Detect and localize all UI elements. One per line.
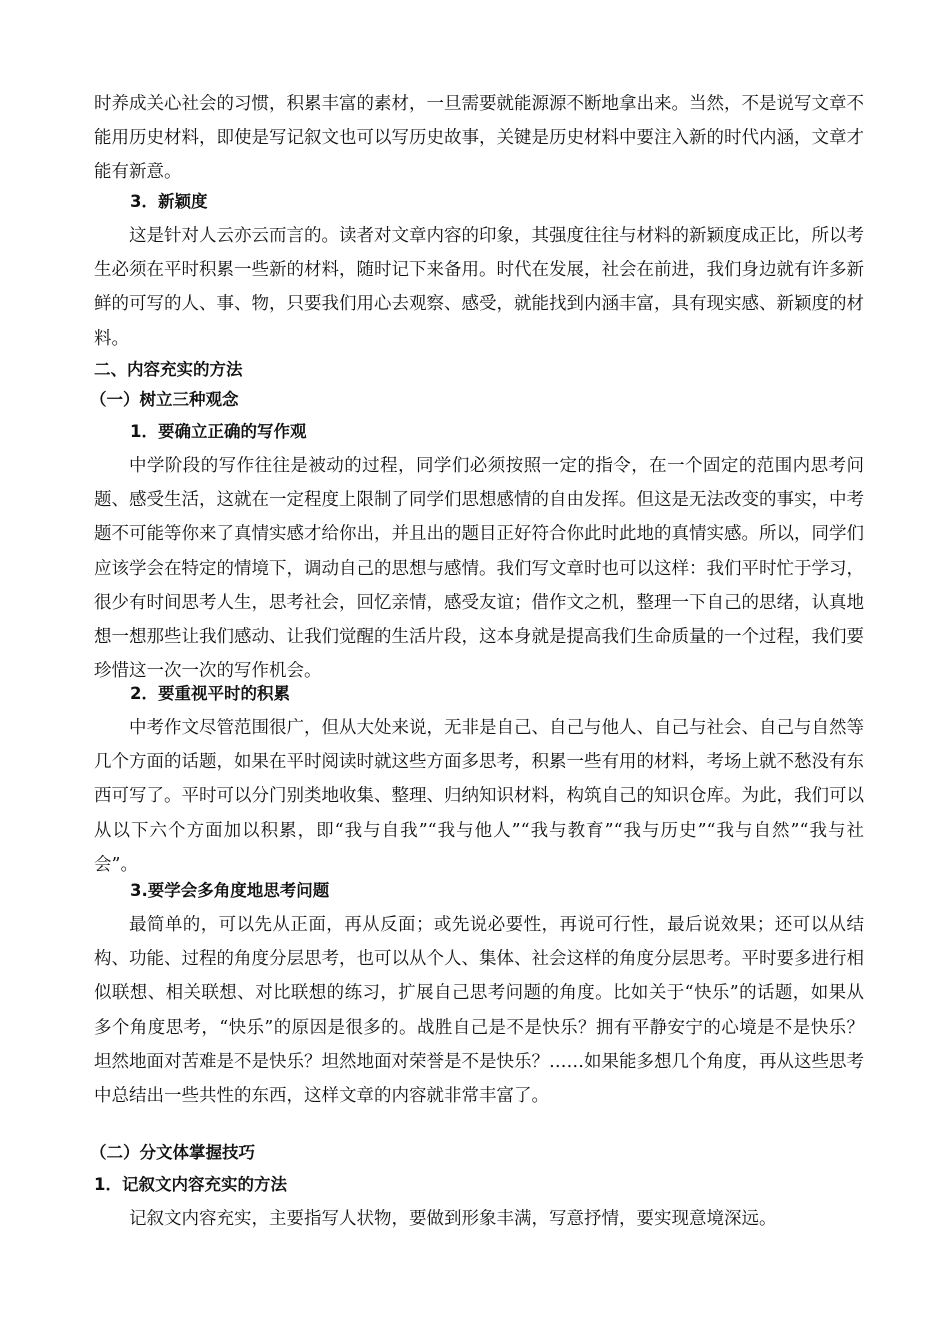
paragraph-accumulation: 中考作文尽管范围很广，但从大处来说，无非是自己、自己与他人、自己与社会、自己与自然等几个方面的话题，如果在平时阅读时就这些方面多思考，积累一些有用的材料，考场上就不愁没有东西可写了。平时可以分门别类地收集、整理、归纳知识材料，构筑自己的知识仓库。为此，我们可以从以下六个方面加以积累，即“我与自我”“我与他人”“我与教育”“我与历史”“我与自然”“我与社会”。 xyxy=(94,718,864,875)
paragraph-novelty: 这是针对人云亦云而言的。读者对文章内容的印象，其强度往往与材料的新颖度成正比，所以考生必须在平时积累一些新的材料，随时记下来备用。时代在发展，社会在前进，我们身边就有许多新鲜的可写的人、事、物，只要我们用心去观察、感受，就能找到内涵丰富，具有现实感、新颖度的材料。 xyxy=(94,226,864,349)
paragraph-writing-view: 中学阶段的写作往往是被动的过程，同学们必须按照一定的指令，在一个固定的范围内思考问题、感受生活，这就在一定程度上限制了同学们思想感情的自由发挥。但这是无法改变的事实，中考题不可能等你来了真情实感才给你出，并且出的题目正好符合你此时此地的真情实感。所以，同学们应该学会在特定的情境下，调动自己的思想与感情。我们写文章时也可以这样：我们平时忙于学习，很少有时间思考人生，思考社会，回忆亲情，感受友谊；借作文之机，整理一下自己的思绪，认真地想一想那些让我们感动、让我们觉醒的生活片段，这本身就是提高我们生命质量的一个过程，我们要珍惜这一次一次的写作机会。 xyxy=(94,456,864,682)
heading-three-concepts: （一）树立三种观念 xyxy=(90,390,239,409)
heading-accumulation: 2．要重视平时的积累 xyxy=(130,684,290,703)
heading-writing-view: 1．要确立正确的写作观 xyxy=(130,422,307,441)
paragraph-materials-history: 时养成关心社会的习惯，积累丰富的素材，一旦需要就能源源不断地拿出来。当然，不是说写文章不能用历史材料，即使是写记叙文也可以写历史故事，关键是历史材料中要注入新的时代内涵，文章才能有新意。 xyxy=(94,94,864,183)
heading-genre-skills: （二）分文体掌握技巧 xyxy=(90,1143,255,1162)
heading-section-two: 二、内容充实的方法 xyxy=(94,360,243,379)
paragraph-narrative-method: 记叙文内容充实，主要指写人状物，要做到形象丰满，写意抒情，要实现意境深远。 xyxy=(129,1209,777,1229)
heading-novelty: 3．新颖度 xyxy=(130,192,208,211)
heading-multi-angle: 3.要学会多角度地思考问题 xyxy=(130,881,330,900)
heading-narrative-method: 1．记叙文内容充实的方法 xyxy=(94,1175,287,1194)
paragraph-multi-angle: 最简单的，可以先从正面，再从反面；或先说必要性，再说可行性，最后说效果；还可以从结构、功能、过程的角度分层思考，也可以从个人、集体、社会这样的角度分层思考。平时要多进行相似联想、相关联想、对比联想的练习，扩展自己思考问题的角度。比如关于“快乐”的话题，如果从多个角度思考，“快乐”的原因是很多的。战胜自己是不是快乐？拥有平静安宁的心境是不是快乐？坦然地面对苦难是不是快乐？坦然地面对荣誉是不是快乐？……如果能多想几个角度，再从这些思考中总结出一些共性的东西，这样文章的内容就非常丰富了。 xyxy=(94,915,864,1107)
